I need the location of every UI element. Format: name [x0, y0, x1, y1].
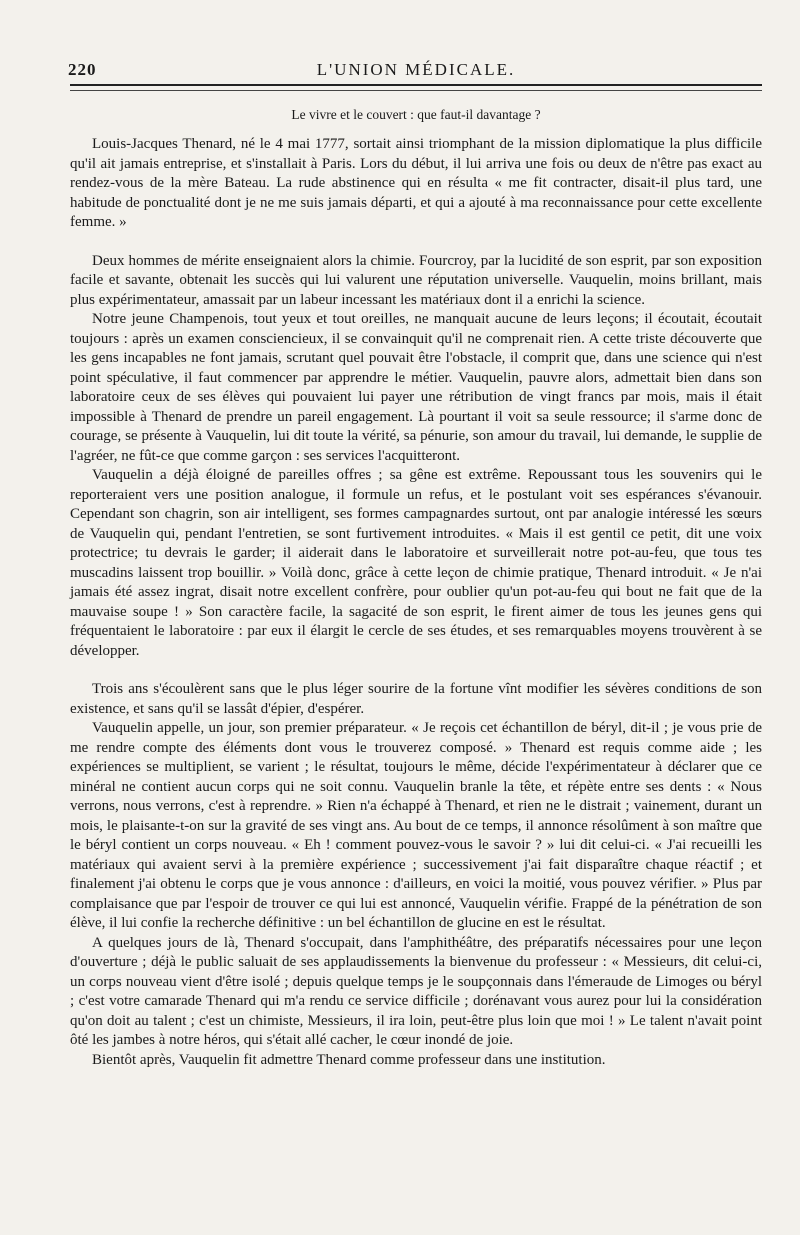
paragraph: Trois ans s'écoulèrent sans que le plus léger sourire de la fortune vînt modifier les sévères conditions de son existence, et sans qu'il se lassât d'épier, d'espérer.: [70, 681, 762, 717]
paragraph: Louis-Jacques Thenard, né le 4 mai 1777, sortait ainsi triomphant de la mission diplomatique la plus difficile qu'il ait jamais entreprise, et s'installait à Paris. Lors du début, il lui arriva une fois ou deux de n'être pas exact au rendez-vous de la mère Bateau. La rude abstinence qui en résulta « me fit contracter, disait-il plus tard, une habitude de ponctualité dont je ne me suis jamais départi, et qui a ajouté à ma reconnaissance pour cette excellente femme. »: [70, 136, 762, 230]
article-body: [70, 135, 762, 1070]
running-title: L'UNION MÉDICALE.: [316, 60, 516, 79]
paragraph: A quelques jours de là, Thenard s'occupait, dans l'amphithéâtre, des préparatifs nécessaires pour une leçon d'ouverture ; déjà le public saluait de ses applaudissements la bienvenue du professeur : « Messieurs, dit celui-ci, un corps nouveau vient d'être isolé ; depuis quelque temps je le soupçonnais dans l'émeraude de Limoges ou béryl ; c'est votre camarade Thenard qui m'a rendu ce service difficile ; dorénavant vous aurez pour lui la considération qu'on doit au talent ; c'est un chimiste, Messieurs, il ira loin, peut-être plus loin que moi ! » Le talent n'avait point ôté les jambes à notre héros, qui s'était allé cacher, le cœur inondé de joie.: [70, 934, 762, 1048]
header-rule: [70, 90, 762, 91]
paragraph: Deux hommes de mérite enseignaient alors la chimie. Fourcroy, par la lucidité de son esprit, par son exposition facile et savante, obtenait les succès qui lui valurent une réputation universelle. Vauquelin, moins brillant, mais plus expérimentateur, amassait par un labeur incessant les matériaux dont il a enrichi la science.: [70, 252, 762, 308]
paragraph: Notre jeune Champenois, tout yeux et tout oreilles, ne manquait aucune de leurs leçons; il écoutait, écoutait toujours : après un examen consciencieux, il se convainquit qu'il ne comprenait rien. A cette triste découverte que les gens incapables ne font jamais, scrutant quel pouvait être l'obstacle, il comprit que, dans une science qui n'est point spéculative, il faut commencer par apprendre le métier. Vauquelin, pauvre alors, admettait bien dans son laboratoire ceux de ses élèves qui pouvaient lui payer une rétribution de vingt francs par mois, mais il était impossible à Thenard de prendre un pareil engagement. Là pourtant il voit sa seule ressource; il s'arme donc de courage, se présente à Vauquelin, lui dit toute la vérité, sa pénurie, son amour du travail, lui demande, le supplie de l'agréer, ne fût-ce que comme garçon : ses services l'acquitteront.: [70, 311, 762, 464]
paragraph: Vauquelin a déjà éloigné de pareilles offres ; sa gêne est extrême. Repoussant tous les souvenirs qui le reporteraient vers une position analogue, il formule un refus, et le postulant voit ses espérances s'évanouir. Cependant son chagrin, son air intelligent, ses formes campagnardes surtout, ont par analogie intéressé les sœurs de Vauquelin qui, pendant l'entretien, se sont furtivement introduites. « Mais il est gentil ce petit, dit une voix protectrice; tu devrais le garder; il aiderait dans le laboratoire et surveillerait notre pot-au-feu, que tous tes muscadins laissent trop bouillir. » Voilà donc, grâce à cette leçon de chimie pratique, Thenard introduit. « Je n'ai jamais été assez ingrat, disait notre excellent confrère, pour oublier qu'un pot-au-feu qui bout ne fait que de la mauvaise soupe ! » Son caractère facile, la sagacité de son esprit, le firent aimer de tous les jeunes gens qui fréquentaient le laboratoire : par eux il élargit le cercle de ses études, et ses remarquables moyens trouvèrent à se développer.: [70, 467, 762, 659]
page-header: [70, 60, 762, 86]
paragraph: Vauquelin appelle, un jour, son premier préparateur. « Je reçois cet échantillon de béryl, dit-il ; je vous prie de me rendre compte des éléments dont vous le trouverez composé. » Thenard est requis comme aide ; les expériences se multiplient, se varient ; le résultat, toujours le même, décide l'expérimentateur à déclarer que ce minéral ne contient aucun corps qui ne soit connu. Vauquelin branle la tête, et répète entre ses dents : « Nous verrons, nous verrons, c'est à reprendre. » Rien n'a échappé à Thenard, et rien ne le distrait ; vainement, durant un mois, le plaisante-t-on sur la gravité de ses vingt ans. Au bout de ce temps, il annonce résolûment à son maître que le béryl contient un corps nouveau. « Eh ! comment pouvez-vous le savoir ? » lui dit celui-ci. « J'ai recueilli les matériaux qui avaient servi à la première expérience ; successivement j'ai fait disparaître chaque réactif ; et finalement j'ai obtenu le corps que je vous annonce : d'ailleurs, en voici la moitié, vous pouvez vérifier. » Plus par complaisance que par l'espoir de trouver ce qui lui est annoncé, Vauquelin vérifie. Frappé de la pénétration de son élève, il lui confie la recherche définitive : un bel échantillon de glucine en est le résultat.: [70, 720, 762, 931]
page-number: 220: [68, 60, 97, 79]
section-title: Le vivre et le couvert : que faut-il davantage ?: [291, 107, 541, 122]
paragraph: Bientôt après, Vauquelin fit admettre Thenard comme professeur dans une institution.: [92, 1051, 606, 1068]
